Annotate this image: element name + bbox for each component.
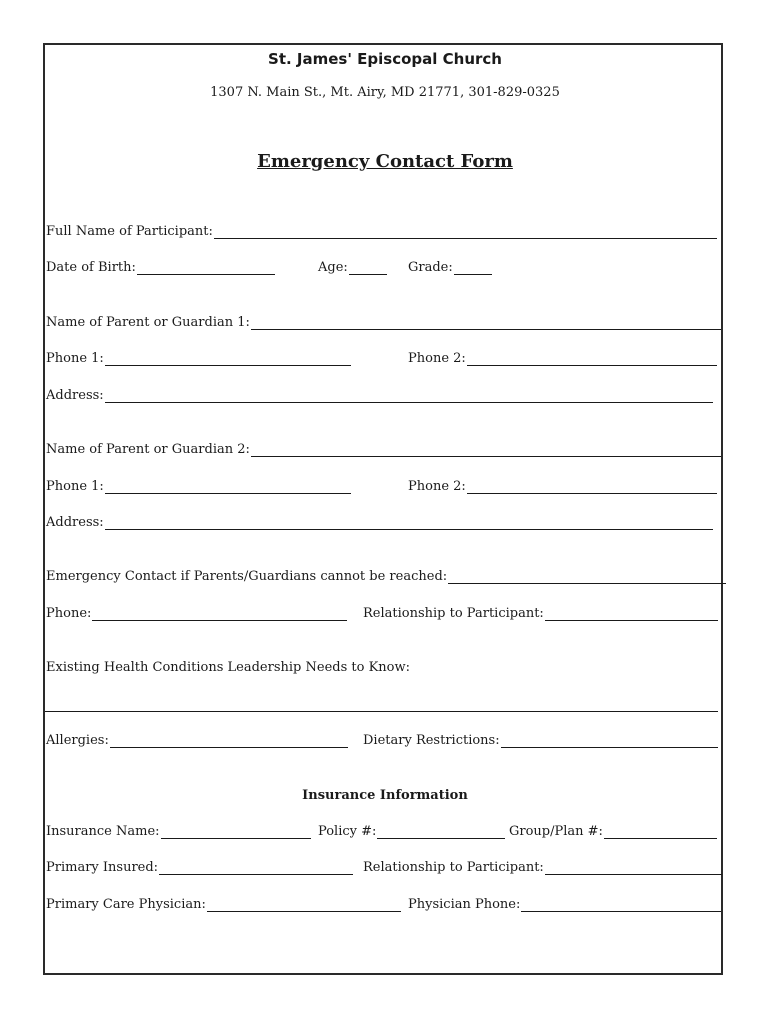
grade-label: Grade: [408,260,453,275]
g2-phone2-label: Phone 2: [408,479,466,494]
g1-address-field[interactable] [105,388,713,403]
group-plan-field[interactable] [604,824,717,839]
row-guardian2-phones [46,479,720,499]
insured-relationship-label: Relationship to Participant: [363,860,544,875]
ec-relationship-label: Relationship to Participant: [363,606,544,621]
g2-address-label: Address: [46,515,104,530]
church-address: 1307 N. Main St., Mt. Airy, MD 21771, 301-829-0325 [210,85,560,100]
guardian2-label: Name of Parent or Guardian 2: [46,442,250,457]
g1-phone2-label: Phone 2: [408,351,466,366]
policy-field[interactable] [377,824,505,839]
g1-phone1-label: Phone 1: [46,351,104,366]
insurance-name-label: Insurance Name: [46,824,160,839]
allergies-label: Allergies: [46,733,109,748]
row-guardian1 [46,315,720,335]
emergency-contact-field[interactable] [448,569,726,584]
g2-phone1-label: Phone 1: [46,479,104,494]
group-plan-label: Group/Plan #: [509,824,603,839]
full-name-label: Full Name of Participant: [46,224,213,239]
row-primary-insured [46,860,720,880]
row-insurance [46,824,720,844]
emergency-contact-label: Emergency Contact if Parents/Guardians cannot be reached: [46,569,448,584]
health-conditions-label: Existing Health Conditions Leadership Needs to Know: [46,660,410,675]
physician-phone-label: Physician Phone: [408,897,521,912]
row-emergency-phone [46,606,720,626]
ec-phone-label: Phone: [46,606,92,621]
guardian1-label: Name of Parent or Guardian 1: [46,315,250,330]
full-name-field[interactable] [214,224,717,239]
guardian2-field[interactable] [251,442,721,457]
physician-field[interactable] [207,897,401,912]
g2-phone1-field[interactable] [105,479,351,494]
row-dob [46,260,720,280]
insurance-name-field[interactable] [161,824,311,839]
g1-address-label: Address: [46,388,104,403]
insured-relationship-field[interactable] [545,860,722,875]
g2-phone2-field[interactable] [467,479,717,494]
g1-phone1-field[interactable] [105,351,351,366]
row-emergency-contact [46,569,720,589]
guardian1-field[interactable] [251,315,721,330]
physician-label: Primary Care Physician: [46,897,206,912]
ec-phone-field[interactable] [92,606,347,621]
row-guardian1-phones [46,351,720,371]
form-title: Emergency Contact Form [257,151,513,172]
primary-insured-field[interactable] [159,860,353,875]
dob-field[interactable] [137,260,275,275]
health-conditions-field[interactable] [45,711,718,712]
row-guardian2 [46,442,720,462]
dietary-label: Dietary Restrictions: [363,733,500,748]
dietary-field[interactable] [501,733,718,748]
g2-address-field[interactable] [105,515,713,530]
row-allergies [46,733,720,753]
age-field[interactable] [349,260,387,275]
ec-relationship-field[interactable] [545,606,718,621]
age-label: Age: [318,260,348,275]
row-full-name [46,224,720,244]
allergies-field[interactable] [110,733,348,748]
g1-phone2-field[interactable] [467,351,717,366]
insurance-heading: Insurance Information [302,788,468,803]
row-guardian2-address [46,515,720,535]
row-guardian1-address [46,388,720,408]
church-name: St. James' Episcopal Church [268,50,502,68]
policy-label: Policy #: [318,824,377,839]
row-physician [46,897,720,917]
grade-field[interactable] [454,260,492,275]
primary-insured-label: Primary Insured: [46,860,159,875]
physician-phone-field[interactable] [521,897,721,912]
dob-label: Date of Birth: [46,260,136,275]
